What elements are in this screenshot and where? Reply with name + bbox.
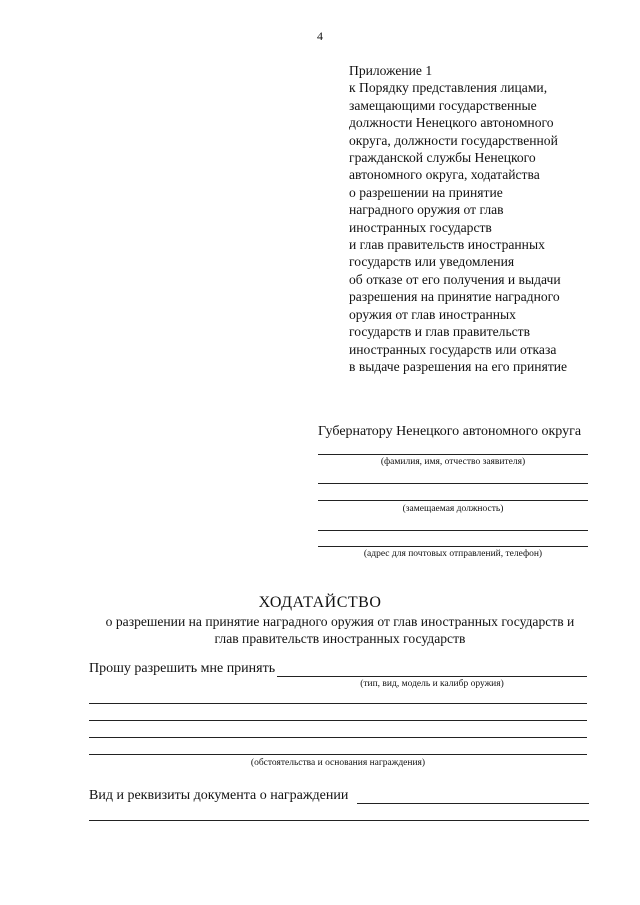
circumstances-line-2[interactable] xyxy=(89,720,587,721)
annex-line: об отказе от его получения и выдачи xyxy=(349,271,561,287)
annex-line: гражданской службы Ненецкого xyxy=(349,150,536,166)
document-label: Вид и реквизиты документа о награждении xyxy=(89,788,349,803)
annex-line: разрешения на принятие наградного xyxy=(349,289,560,305)
petition-subtitle-line: глав правительств иностранных государств xyxy=(214,631,466,646)
annex-line: должности Ненецкого автономного xyxy=(349,115,554,131)
applicant-name-caption: (фамилия, имя, отчество заявителя) xyxy=(380,457,526,467)
circumstances-caption: (обстоятельства и основания награждения) xyxy=(250,758,426,768)
petition-subtitle xyxy=(60,613,620,647)
weapon-caption: (тип, вид, модель и калибр оружия) xyxy=(360,679,504,689)
annex-line: государств или уведомления xyxy=(349,254,515,270)
addressee-title: Губернатору Ненецкого автономного округа xyxy=(318,424,582,439)
annex-line: оружия от глав иностранных xyxy=(349,306,516,322)
request-label: Прошу разрешить мне принять xyxy=(89,661,276,676)
position-line-1[interactable] xyxy=(318,483,588,484)
annex-line: автономного округа, ходатайства xyxy=(349,167,540,183)
annex-header xyxy=(349,62,567,375)
annex-line: Приложение 1 xyxy=(349,63,433,78)
circumstances-line-3[interactable] xyxy=(89,737,587,738)
petition-title: ХОДАТАЙСТВО xyxy=(258,594,382,611)
circumstances-line-4[interactable] xyxy=(89,754,587,755)
annex-line: государств и глав правительств xyxy=(349,324,531,340)
document-line-2[interactable] xyxy=(89,820,589,821)
applicant-name-line[interactable] xyxy=(318,454,588,455)
weapon-line[interactable] xyxy=(277,676,587,677)
annex-line: в выдаче разрешения на его принятие xyxy=(349,358,568,374)
address-line-2[interactable] xyxy=(318,546,588,547)
annex-line: округа, должности государственной xyxy=(349,132,558,148)
position-line-2[interactable] xyxy=(318,500,588,501)
page-number: 4 xyxy=(317,29,323,43)
address-caption: (адрес для почтовых отправлений, телефон) xyxy=(363,549,543,559)
annex-line: к Порядку представления лицами, xyxy=(349,80,548,96)
annex-line: иностранных государств или отказа xyxy=(349,341,557,357)
annex-line: и глав правительств иностранных xyxy=(349,237,545,253)
annex-line: о разрешении на принятие xyxy=(349,184,503,200)
position-caption: (замещаемая должность) xyxy=(402,504,504,514)
petition-subtitle-line: о разрешении на принятие наградного оружия от глав иностранных государств и xyxy=(105,614,575,629)
document-line-1[interactable] xyxy=(357,803,589,804)
circumstances-line-1[interactable] xyxy=(89,703,587,704)
annex-line: наградного оружия от глав xyxy=(349,202,504,218)
annex-line: иностранных государств xyxy=(349,219,492,235)
annex-line: замещающими государственные xyxy=(349,97,537,113)
address-line-1[interactable] xyxy=(318,530,588,531)
